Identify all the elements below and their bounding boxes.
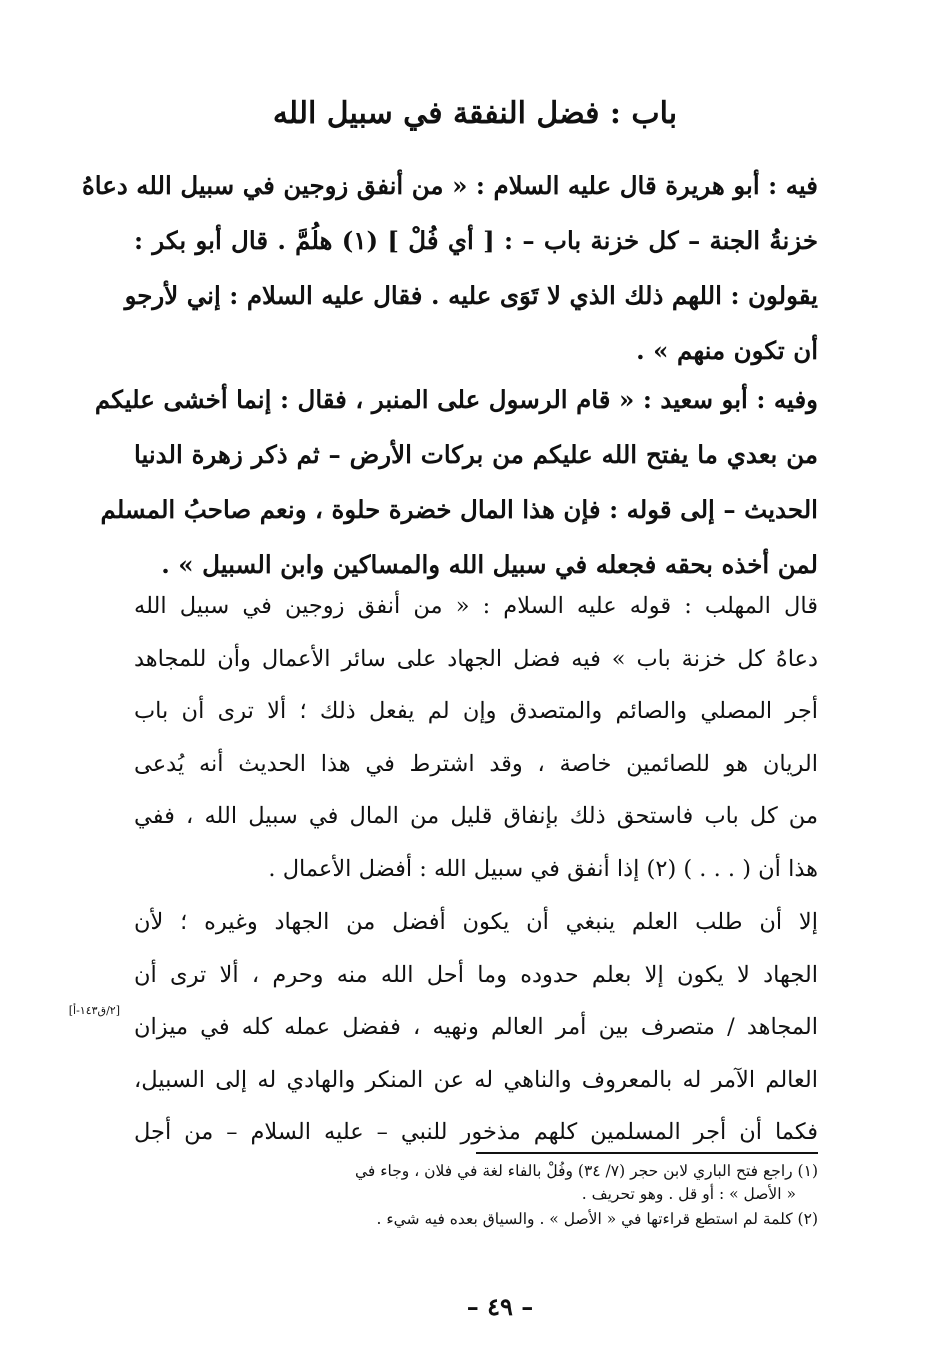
text-line: العالم الآمر له بالمعروف والناهي له عن المنكر والهادي له إلى السبيل، [134, 1066, 818, 1093]
footnote-2 [134, 1208, 818, 1231]
text-line: الحديث – إلى قوله : فإن هذا المال خضرة حلوة ، ونعم صاحبُ المسلم [100, 495, 818, 524]
hadith-paragraph-abu-hurayra [81, 158, 819, 378]
text-line: خزنةُ الجنة – كل خزنة باب – : [ أي فُلْ ] (١) هلُمَّ . قال أبو بكر : [134, 226, 819, 255]
chapter-title: باب : فضل النفقة في سبيل الله [272, 96, 678, 131]
footnote-1 [134, 1160, 818, 1206]
text-line: وفيه : أبو سعيد : « قام الرسول على المنبر ، فقال : إنما أخشى عليكم [94, 385, 818, 414]
text-line: المجاهد / متصرف بين أمر العالم ونهيه ، ففضل عمله كله في ميزان [134, 1014, 818, 1040]
text-line: قال المهلب : قوله عليه السلام : « من أنفق زوجين في سبيل الله [134, 593, 818, 619]
text-line: الريان هو للصائمين خاصة ، وقد اشترط في هذا الحديث أنه يُدعى [134, 750, 818, 777]
text-line: أجر المصلي والصائم والمتصدق وإن لم يفعل ذلك ؛ ألا ترى أن باب [134, 698, 818, 724]
text-line: إلا أن طلب العلم ينبغي أن يكون أفضل من الجهاد وغيره ؛ لأن [134, 909, 818, 935]
page-number: – ٤٩ – [466, 1292, 534, 1321]
text-line: فيه : أبو هريرة قال عليه السلام : « من أنفق زوجين في سبيل الله دعاهُ [81, 171, 818, 200]
text-line: أن تكون منهم » . [636, 336, 818, 365]
footnote-divider [476, 1152, 818, 1154]
text-line: من بعدي ما يفتح الله عليكم من بركات الأرض – ثم ذكر زهرة الدنيا [134, 440, 818, 469]
text-line: من كل باب فاستحق ذلك بإنفاق قليل من المال في سبيل الله ، ففي [134, 803, 818, 829]
footnote-line: « الأصل » : أو قل . وهو تحريف . [581, 1185, 796, 1203]
text-line: الجهاد لا يكون إلا بعلم حدوده وما أحل الله منه وحرم ، ألا ترى أن [134, 961, 818, 988]
commentary-paragraph-muhallab [134, 580, 818, 895]
footnotes [134, 1160, 818, 1233]
text-line: لمن أخذه بحقه فجعله في سبيل الله والمساكين وابن السبيل » . [161, 550, 818, 579]
footnote-line: (٢) كلمة لم استطع قراءتها في « الأصل » . والسياق بعده فيه شيء . [376, 1210, 818, 1228]
text-line: هذا أن ( . . . ) (٢) إذا أنفق في سبيل الله : أفضل الأعمال . [268, 855, 818, 882]
text-line: دعاهُ كل خزنة باب » فيه فضل الجهاد على سائر الأعمال وأن للمجاهد [134, 645, 818, 672]
commentary-paragraph-knowledge [134, 896, 818, 1159]
manuscript-folio-margin-note: [٢/ق١٤٣-أ] [68, 1004, 120, 1017]
hadith-paragraph-abu-said [94, 372, 818, 592]
text-line: فكما أن أجر المسلمين كلهم مذخور للنبي – عليه السلام – من أجل [134, 1119, 818, 1145]
footnote-line: (١) راجع فتح الباري لابن حجر (٧/ ٣٤) وفُلْ بالفاء لغة في فلان ، وجاء في [354, 1162, 818, 1180]
text-line: يقولون : اللهم ذلك الذي لا تَوَى عليه . فقال عليه السلام : إني لأرجو [124, 281, 818, 310]
